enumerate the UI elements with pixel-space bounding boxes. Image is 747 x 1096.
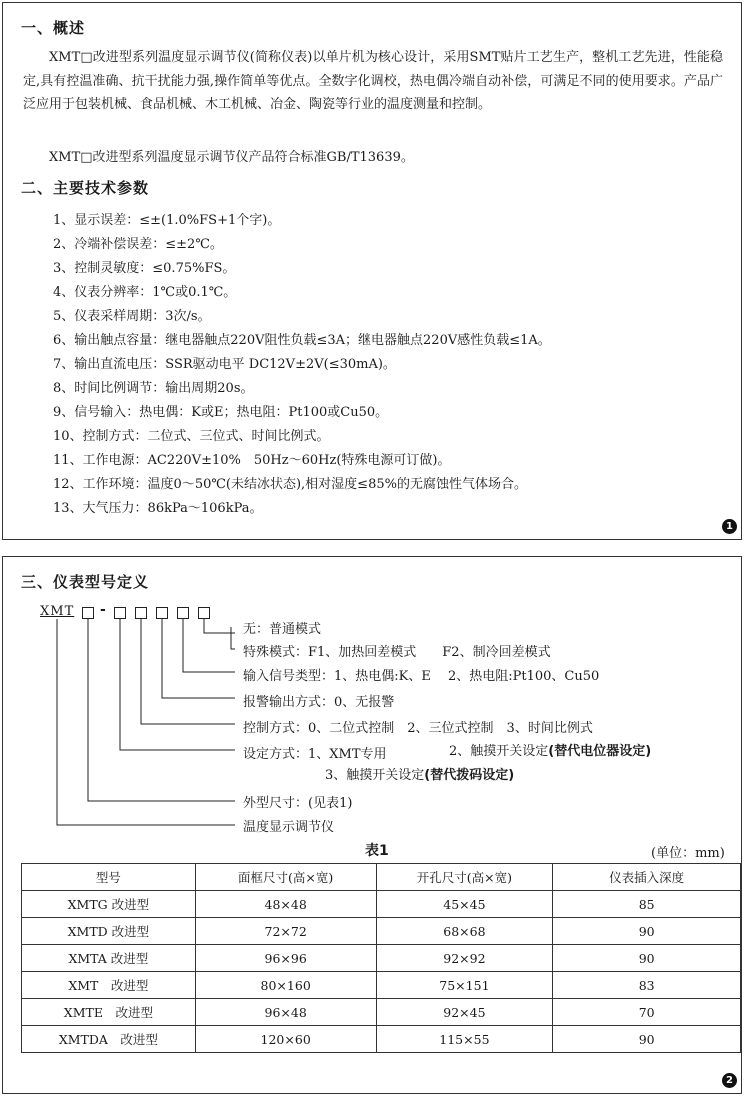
overview-paragraph: XMT□改进型系列温度显示调节仪(简称仪表)以单片机为核心设计，采用SMT贴片工艺生产，整机工艺先进，性能稳定,具有控温准确、抗干扰能力强,操作简单等优点。全数字化调校，热电偶冷端自动补偿，可满足不同的使用要求。产品广泛应用于包装机械、食品机械、木工机械、冶金、陶瓷等行业的温度测量和控制。 [23,50,723,112]
spec-item-6: 6、输出触点容量：继电器触点220V阻性负载≤3A；继电器触点220V感性负载≤1A。 [53,333,551,348]
label-setting-2-bold: (替代电位器设定) [548,744,652,759]
table-cell: XMTDA 改进型 [22,1026,196,1053]
table-cell: 90 [553,945,741,972]
table-row [22,972,741,999]
table-cell: 75×151 [376,972,553,999]
label-setting-2-text: 2、触摸开关设定 [449,744,549,759]
table-cell: 45×45 [376,891,553,918]
spec-item-7: 7、输出直流电压：SSR驱动电平 DC12V±2V(≤30mA)。 [53,357,396,372]
table-header-cell: 开孔尺寸(高×宽) [376,864,553,891]
table-row [22,999,741,1026]
spec-item-1: 1、显示误差：≤±(1.0%FS+1个字)。 [53,213,281,228]
table-cell: 90 [553,1026,741,1053]
table-cell: 48×48 [195,891,376,918]
table-cell: 115×55 [376,1026,553,1053]
spec-item-5: 5、仪表采样周期：3次/s。 [53,309,211,324]
label-alarm: 报警输出方式：0、无报警 [243,695,395,710]
model-dash: - [100,602,106,618]
label-input: 输入信号类型：1、热电偶:K、E 2、热电阻:Pt100、Cu50 [243,669,600,684]
table-header-cell: 面框尺寸(高×宽) [195,864,376,891]
table-cell: 70 [553,999,741,1026]
table-cell: XMT 改进型 [22,972,196,999]
spec-item-12: 12、工作环境：温度0～50℃(未结冰状态),相对湿度≤85%的无腐蚀性气体场合。 [53,477,527,492]
label-setting-2 [449,740,651,759]
spec-item-13: 13、大气压力：86kPa～106kPa。 [53,501,263,516]
table-cell: XMTG 改进型 [22,891,196,918]
page-number-1: 1 [722,519,737,534]
table-row [22,891,741,918]
table-cell: 85 [553,891,741,918]
spec-item-8: 8、时间比例调节：输出周期20s。 [53,381,254,396]
dimension-table [21,863,741,1053]
label-setting-3 [325,764,514,783]
spec-item-9: 9、信号输入：热电偶：K或E；热电阻：Pt100或Cu50。 [53,405,389,420]
table-unit: (单位：mm) [651,846,725,861]
table-header-row [22,864,741,891]
table-row [22,945,741,972]
page-number-2: 2 [722,1073,737,1088]
spec-item-4: 4、仪表分辨率：1℃或0.1℃。 [53,285,237,300]
table-cell: 120×60 [195,1026,376,1053]
spec-item-10: 10、控制方式：二位式、三位式、时间比例式。 [53,429,330,444]
label-setting-3-bold: (替代拨码设定) [424,768,515,783]
table-cell: 80×160 [195,972,376,999]
label-setting-3-text: 3、触摸开关设定 [325,768,425,783]
table-cell: 83 [553,972,741,999]
table-cell: XMTD 改进型 [22,918,196,945]
section2-heading: 二、主要技术参数 [21,179,150,197]
label-control: 控制方式：0、二位式控制 2、三位式控制 3、时间比例式 [243,721,593,736]
spec-item-2: 2、冷端补偿误差：≤±2℃。 [53,237,223,252]
table-header-cell: 型号 [22,864,196,891]
spec-item-3: 3、控制灵敏度：≤0.75%FS。 [53,261,236,276]
table-title: 表1 [365,843,389,859]
table-cell: 72×72 [195,918,376,945]
standard-note: XMT□改进型系列温度显示调节仪产品符合标准GB/T13639。 [49,150,414,165]
label-special: 特殊模式：F1、加热回差模式 F2、制冷回差模式 [243,645,551,660]
table-header-cell: 仪表插入深度 [553,864,741,891]
section3-heading: 三、仪表型号定义 [21,573,150,591]
table-cell: 96×48 [195,999,376,1026]
table-cell: 96×96 [195,945,376,972]
table-cell: 68×68 [376,918,553,945]
label-size: 外型尺寸：(见表1) [243,796,353,811]
label-setting-1: 设定方式：1、XMT专用 [243,747,387,762]
spec-item-11: 11、工作电源：AC220V±10% 50Hz～60Hz(特殊电源可订做)。 [53,453,451,468]
table-row [22,1026,741,1053]
table-cell: 92×45 [376,999,553,1026]
panel-overview [2,2,742,540]
section1-heading: 一、概述 [21,19,86,37]
label-product: 温度显示调节仪 [243,820,335,835]
table-cell: 90 [553,918,741,945]
table-row [22,918,741,945]
model-prefix: XMT [40,604,75,619]
table-cell: XMTA 改进型 [22,945,196,972]
table-cell: 92×92 [376,945,553,972]
label-none: 无：普通模式 [243,622,322,637]
panel-model-definition [2,556,742,1094]
table-cell: XMTE 改进型 [22,999,196,1026]
